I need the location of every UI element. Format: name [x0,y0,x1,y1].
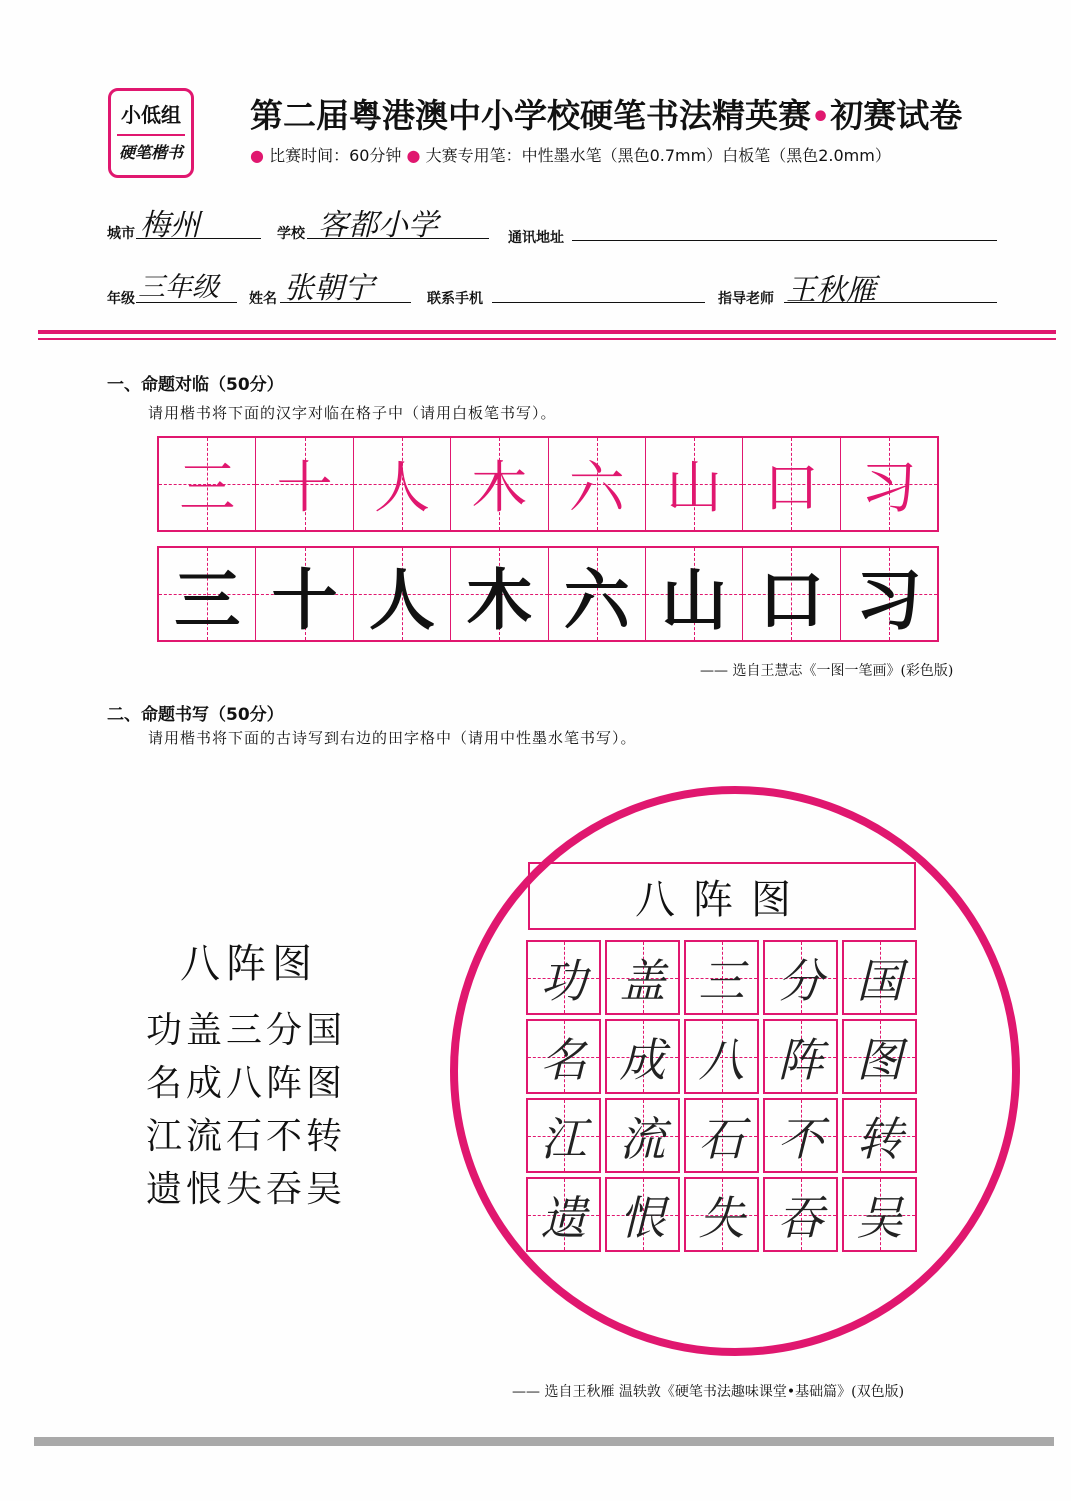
divider-thick [38,330,1056,334]
written-title-box[interactable] [528,862,916,930]
model-char: 十 [276,456,333,521]
city-label: 城市 [107,226,135,242]
model-cell [841,438,937,530]
address-label: 通讯地址 [508,230,564,246]
grid-cell[interactable] [526,1177,601,1252]
written-char: 吴 [856,1190,903,1245]
grid-row [526,1177,918,1252]
written-char: 三 [174,561,241,639]
grid-cell[interactable] [684,1019,759,1094]
title-suffix: 初赛试卷 [830,96,963,135]
grid-cell[interactable] [763,1098,838,1173]
model-char: 山 [666,456,723,521]
phone-label: 联系手机 [427,291,483,307]
grid-cell[interactable] [526,1019,601,1094]
school-field[interactable]: 客都小学 [318,208,438,243]
teacher-label: 指导老师 [718,291,774,307]
written-char: 山 [661,561,728,639]
bullet-icon: ● [406,146,421,165]
copy-cell[interactable] [354,548,451,640]
written-char: 六 [563,561,630,639]
poem-title: 八阵图 [180,941,318,987]
model-cell [256,438,353,530]
grid-cell[interactable] [526,1098,601,1173]
poem-line: 江流石不转 [146,1116,347,1157]
written-char: 人 [368,561,435,639]
model-char: 木 [471,456,528,521]
badge-group-label: 小低组 [121,103,181,127]
section1-title: 一、命题对临（50分） [107,375,284,395]
poem-line: 遗恨失吞吴 [146,1169,347,1210]
copy-grid[interactable] [157,546,939,642]
grid-cell[interactable] [763,940,838,1015]
grid-cell[interactable] [842,1019,917,1094]
grid-row [526,1019,918,1094]
grid-cell[interactable] [842,1098,917,1173]
badge-style-label: 硬笔楷书 [118,143,183,162]
copy-cell[interactable] [256,548,353,640]
copy-cell[interactable] [451,548,548,640]
title-main: 第二届粤港澳中小学校硬笔书法精英赛 [250,96,811,135]
grid-cell[interactable] [605,1019,680,1094]
written-char: 口 [758,561,825,639]
model-cell [743,438,840,530]
grid-cell[interactable] [684,1098,759,1173]
subtitle [250,143,891,166]
title-dot: • [811,100,831,135]
copy-cell[interactable] [646,548,743,640]
model-char: 三 [179,456,236,521]
writing-grid[interactable] [526,940,918,1256]
badge-divider [117,134,185,136]
written-char: 习 [855,561,922,639]
written-char: 不 [777,1111,824,1166]
written-title: 八阵图 [635,876,809,923]
page-title [250,90,962,137]
model-cell [646,438,743,530]
written-char: 国 [856,953,903,1008]
grid-cell[interactable] [605,1098,680,1173]
subtitle-pens: 大赛专用笔：中性墨水笔（黑色0.7mm）白板笔（黑色2.0mm） [425,146,891,165]
written-char: 功 [540,953,587,1008]
name-field[interactable]: 张朝宁 [284,271,374,306]
grid-row [526,1098,918,1173]
section2-desc: 请用楷书将下面的古诗写到右边的田字格中（请用中性墨水笔书写）。 [148,729,637,747]
grade-label: 年级 [107,291,135,307]
copy-cell[interactable] [549,548,646,640]
model-cell [549,438,646,530]
bullet-icon: ● [250,146,264,165]
section1-credit: —— 选自王慧志《一图一笔画》(彩色版) [700,663,954,679]
group-badge [108,88,194,178]
poem-line: 名成八阵图 [146,1063,347,1104]
model-cell [354,438,451,530]
written-char: 三 [698,953,745,1008]
written-char: 木 [466,561,533,639]
written-char: 图 [856,1032,903,1087]
written-char: 转 [856,1111,903,1166]
written-char: 十 [271,561,338,639]
written-char: 盖 [619,953,666,1008]
written-char: 名 [540,1032,587,1087]
written-char: 流 [619,1111,666,1166]
school-label: 学校 [277,226,305,242]
grid-cell[interactable] [763,1019,838,1094]
written-char: 石 [698,1111,745,1166]
grid-row [526,940,918,1015]
divider-thin [38,338,1056,340]
written-char: 分 [777,953,824,1008]
section1-desc: 请用楷书将下面的汉字对临在格子中（请用白板笔书写）。 [148,404,557,422]
model-cell [451,438,548,530]
written-char: 恨 [619,1190,666,1245]
grid-cell[interactable] [763,1177,838,1252]
copy-cell[interactable] [159,548,256,640]
grid-cell[interactable] [684,1177,759,1252]
section2-title: 二、命题书写（50分） [107,705,284,725]
bottom-band [34,1437,1054,1446]
written-char: 八 [698,1032,745,1087]
grid-cell[interactable] [605,1177,680,1252]
grid-cell[interactable] [605,940,680,1015]
phone-field[interactable] [492,302,705,303]
copy-cell[interactable] [743,548,840,640]
written-char: 吞 [777,1190,824,1245]
written-char: 江 [540,1111,587,1166]
teacher-field[interactable]: 王秋雁 [786,273,876,308]
model-char: 六 [568,456,625,521]
written-char: 失 [698,1190,745,1245]
grade-field[interactable]: 三年级 [138,272,219,303]
section2-credit: —— 选自王秋雁 温轶敦《硬笔书法趣味课堂•基础篇》(双色版) [512,1384,905,1400]
subtitle-time: 比赛时间：60分钟 [269,146,402,165]
written-char: 遗 [540,1190,587,1245]
model-cell [159,438,256,530]
address-field[interactable] [572,240,997,241]
written-char: 成 [619,1032,666,1087]
model-char: 口 [763,456,820,521]
poem-line: 功盖三分国 [146,1010,347,1051]
grid-cell[interactable] [842,1177,917,1252]
written-char: 阵 [777,1032,824,1087]
model-grid [157,436,939,532]
model-char: 人 [373,456,430,521]
city-field[interactable]: 梅州 [140,208,200,243]
grid-cell[interactable] [684,940,759,1015]
model-char: 习 [860,456,917,521]
grid-cell[interactable] [526,940,601,1015]
name-label: 姓名 [249,291,277,307]
grid-cell[interactable] [842,940,917,1015]
copy-cell[interactable] [841,548,937,640]
